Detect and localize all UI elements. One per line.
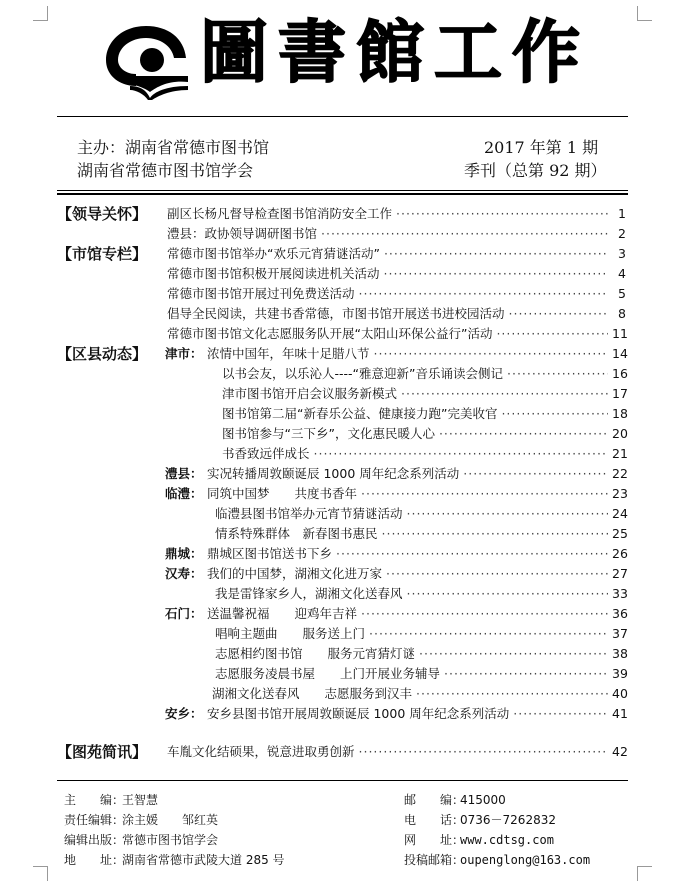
toc-entry-title: 临澧县图书馆举办元宵节猜谜活动	[215, 506, 403, 521]
toc-entry-title: 唱响主题曲 服务送上门	[215, 626, 366, 641]
toc-row	[57, 644, 632, 664]
toc-entry-title: 澧县：政协领导调研图书馆	[167, 226, 318, 241]
toc-entry-title: 送温馨祝福 迎鸡年吉祥	[207, 606, 358, 621]
toc-leader-dots	[384, 244, 608, 264]
toc-region-label: 汉寿：	[165, 566, 203, 581]
toc-leader-dots	[507, 364, 608, 384]
crop-mark-top-right	[637, 6, 652, 21]
divider-top	[57, 116, 628, 117]
responsible-label: 责任编辑：	[64, 813, 125, 827]
toc-section-label: 【区县动态】	[57, 345, 148, 363]
toc-page-number: 26	[612, 546, 628, 561]
divider-double-2	[57, 193, 628, 195]
toc-leader-dots	[401, 384, 608, 404]
toc-page-number: 1	[618, 206, 626, 221]
toc-page-number: 16	[612, 366, 628, 381]
toc-entry[interactable]	[222, 444, 626, 464]
toc-row	[57, 544, 632, 564]
toc-entry-title: 湖湘文化送春风 志愿服务到汉丰	[212, 686, 413, 701]
toc-entry-title: 常德市图书馆积极开展阅读进机关活动	[167, 266, 380, 281]
toc-entry[interactable]	[207, 344, 626, 364]
toc-section-label: 【市馆专栏】	[57, 245, 148, 263]
crop-mark-bottom-left	[33, 866, 48, 881]
toc-entry[interactable]	[207, 484, 626, 504]
address-value: 湖南省常德市武陵大道 285 号	[122, 853, 285, 867]
toc-row	[57, 264, 632, 284]
toc-row	[57, 684, 632, 704]
toc-entry[interactable]	[207, 464, 626, 484]
toc-row	[57, 404, 632, 424]
toc-entry-title: 志愿服务凌晨书屋 上门开展业务辅导	[215, 666, 441, 681]
toc-row	[57, 364, 632, 384]
toc-region-label: 鼎城：	[165, 546, 203, 561]
address-label: 地 址：	[64, 853, 125, 867]
crop-mark-bottom-right	[637, 866, 652, 881]
toc-page-number: 40	[612, 686, 628, 701]
toc-leader-dots	[321, 224, 608, 244]
toc-entry-title: 常德市图书馆文化志愿服务队开展“太阳山环保公益行”活动	[167, 326, 493, 341]
editor-value: 王智慧	[122, 793, 159, 807]
toc-entry-title: 副区长杨凡督导检查图书馆消防安全工作	[167, 206, 393, 221]
toc-leader-dots	[314, 444, 608, 464]
toc-page-number: 27	[612, 566, 628, 581]
library-logo-icon	[100, 20, 192, 102]
toc-row	[57, 484, 632, 504]
toc-region-label: 石门：	[165, 606, 203, 621]
toc-entry-title: 车胤文化结硕果，锐意进取勇创新	[167, 744, 355, 759]
toc-page-number: 41	[612, 706, 628, 721]
toc-page-number: 20	[612, 426, 628, 441]
toc-leader-dots	[501, 404, 608, 424]
toc-page-number: 17	[612, 386, 628, 401]
toc-page-number: 21	[612, 446, 628, 461]
toc-page-number: 5	[618, 286, 626, 301]
organizer: 主办：湖南省常德市图书馆	[77, 138, 270, 157]
toc-entry[interactable]	[207, 604, 626, 624]
divider-footer	[57, 780, 628, 781]
toc-leader-dots	[384, 264, 608, 284]
toc-page-number: 38	[612, 646, 628, 661]
toc-entry-title: 安乡县图书馆开展周敦颐诞辰 1000 周年纪念系列活动	[207, 706, 510, 721]
toc-row	[57, 304, 632, 324]
toc-leader-dots	[359, 284, 608, 304]
toc-leader-dots	[336, 544, 608, 564]
toc-page-number: 39	[612, 666, 628, 681]
toc-row	[57, 244, 632, 264]
toc-entry-title: 我们的中国梦，湖湘文化进万家	[207, 566, 383, 581]
toc-row	[57, 664, 632, 684]
toc-leader-dots	[407, 584, 608, 604]
toc-leader-dots	[386, 564, 608, 584]
toc-page-number: 14	[612, 346, 628, 361]
toc-page-number: 33	[612, 586, 628, 601]
toc-entry-title: 情系特殊群体 新春图书惠民	[215, 526, 378, 541]
toc-leader-dots	[496, 324, 608, 344]
toc-entry[interactable]	[222, 384, 626, 404]
toc-page-number: 23	[612, 486, 628, 501]
toc-page-number: 2	[618, 226, 626, 241]
toc-page-number: 24	[612, 506, 628, 521]
toc-leader-dots	[396, 204, 608, 224]
toc-entry[interactable]	[215, 524, 626, 544]
toc-entry-title: 同筑中国梦 共度书香年	[207, 486, 358, 501]
responsible-value: 涂主媛 邹红英	[122, 813, 219, 827]
toc-row	[57, 424, 632, 444]
toc-entry[interactable]	[222, 424, 626, 444]
toc-entry[interactable]	[167, 224, 626, 244]
toc-leader-dots	[359, 742, 608, 762]
toc-row	[57, 444, 632, 464]
crop-mark-top-left	[33, 6, 48, 21]
toc-row	[57, 564, 632, 584]
toc-page-number: 37	[612, 626, 628, 641]
toc-leader-dots	[509, 304, 608, 324]
toc-leader-dots	[439, 424, 608, 444]
toc-page-number: 4	[618, 266, 626, 281]
toc-entry[interactable]	[215, 504, 626, 524]
toc-entry-title: 鼎城区图书馆送书下乡	[207, 546, 333, 561]
toc-page-number: 18	[612, 406, 628, 421]
toc-leader-dots	[444, 664, 608, 684]
toc-entry[interactable]	[167, 284, 626, 304]
toc-entry-title: 书香致远伴成长	[222, 446, 310, 461]
publisher-label: 编辑出版：	[64, 833, 125, 847]
toc-row	[57, 224, 632, 244]
toc-leader-dots	[419, 644, 608, 664]
website-label: 网 址：	[404, 833, 465, 847]
toc-entry[interactable]	[212, 684, 626, 704]
toc-row	[57, 204, 632, 224]
toc-entry[interactable]	[167, 324, 626, 344]
toc-page-number: 25	[612, 526, 628, 541]
toc-page-number: 22	[612, 466, 628, 481]
toc-entry-title: 常德市图书馆举办“欢乐元宵猜谜活动”	[167, 246, 380, 261]
phone-value: 0736－7262832	[460, 813, 556, 827]
toc-region-label: 津市：	[165, 346, 203, 361]
toc-entry-title: 图书馆参与“三下乡”，文化惠民暖人心	[222, 426, 435, 441]
phone-label: 电 话：	[404, 813, 465, 827]
toc-page-number: 8	[618, 306, 626, 321]
editor-label: 主 编：	[64, 793, 125, 807]
toc-entry[interactable]	[215, 644, 626, 664]
toc-region-label: 临澧：	[165, 486, 203, 501]
toc-leader-dots	[361, 604, 608, 624]
toc-entry[interactable]	[222, 364, 626, 384]
toc-row	[57, 584, 632, 604]
toc-row	[57, 464, 632, 484]
toc-row	[57, 344, 632, 364]
journal-title: 圖書館工作	[200, 13, 591, 93]
toc-row	[57, 704, 632, 724]
email-label: 投稿邮箱：	[404, 853, 465, 867]
toc-leader-dots	[374, 344, 608, 364]
toc-entry[interactable]	[167, 304, 626, 324]
toc-leader-dots	[416, 684, 608, 704]
toc-entry[interactable]	[215, 584, 626, 604]
issue-number: 2017 年第 1 期	[484, 138, 599, 157]
toc-entry[interactable]	[207, 544, 626, 564]
toc-entry[interactable]	[167, 264, 626, 284]
toc-entry-title: 图书馆第二届“新春乐公益、健康接力跑”完美收官	[222, 406, 498, 421]
toc-row	[57, 324, 632, 344]
toc-entry[interactable]	[167, 742, 626, 762]
toc-entry[interactable]	[215, 624, 626, 644]
toc-row	[57, 524, 632, 544]
toc-leader-dots	[513, 704, 608, 724]
toc-leader-dots	[407, 504, 608, 524]
toc-page-number: 11	[612, 326, 628, 341]
toc-row	[57, 604, 632, 624]
toc-row	[57, 742, 632, 762]
postcode-value: 415000	[460, 793, 506, 807]
toc-entry[interactable]	[167, 244, 626, 264]
email-value: oupenglong@163.com	[460, 853, 591, 867]
toc-entry-title: 以书会友，以乐沁人----“雅意迎新”音乐诵读会侧记	[222, 366, 503, 381]
co-organizer: 湖南省常德市图书馆学会	[77, 161, 254, 180]
toc-entry[interactable]	[167, 204, 626, 224]
quarterly-info: 季刊（总第 92 期）	[464, 161, 607, 180]
toc-leader-dots	[382, 524, 608, 544]
toc-entry-title: 志愿相约图书馆 服务元宵猜灯谜	[215, 646, 416, 661]
toc-region-label: 澧县：	[165, 466, 203, 481]
toc-page-number: 3	[618, 246, 626, 261]
toc-leader-dots	[369, 624, 608, 644]
toc-row	[57, 504, 632, 524]
toc-leader-dots	[361, 484, 608, 504]
toc-row	[57, 384, 632, 404]
toc-entry-title: 津市图书馆开启会议服务新模式	[222, 386, 398, 401]
toc-entry-title: 实况转播周敦颐诞辰 1000 周年纪念系列活动	[207, 466, 460, 481]
toc-entry-title: 我是雷锋家乡人，湖湘文化送春风	[215, 586, 403, 601]
toc-entry-title: 浓情中国年，年味十足腊八节	[207, 346, 370, 361]
toc-entry[interactable]	[207, 704, 626, 724]
toc-section-label: 【图苑简讯】	[57, 743, 148, 761]
toc-entry[interactable]	[215, 664, 626, 684]
toc-entry[interactable]	[207, 564, 626, 584]
toc-page-number: 36	[612, 606, 628, 621]
toc-entry[interactable]	[222, 404, 626, 424]
toc-region-label: 安乡：	[165, 706, 203, 721]
website-value: www.cdtsg.com	[460, 833, 554, 847]
toc-section-label: 【领导关怀】	[57, 205, 148, 223]
postcode-label: 邮 编：	[404, 793, 465, 807]
toc-entry-title: 常德市图书馆开展过刊免费送活动	[167, 286, 355, 301]
toc-leader-dots	[463, 464, 608, 484]
publisher-value: 常德市图书馆学会	[122, 833, 219, 847]
toc-entry-title: 倡导全民阅读，共建书香常德，市图书馆开展送书进校园活动	[167, 306, 505, 321]
toc-row	[57, 624, 632, 644]
toc-page-number: 42	[612, 744, 628, 759]
divider-double-1	[57, 190, 628, 191]
toc-row	[57, 284, 632, 304]
